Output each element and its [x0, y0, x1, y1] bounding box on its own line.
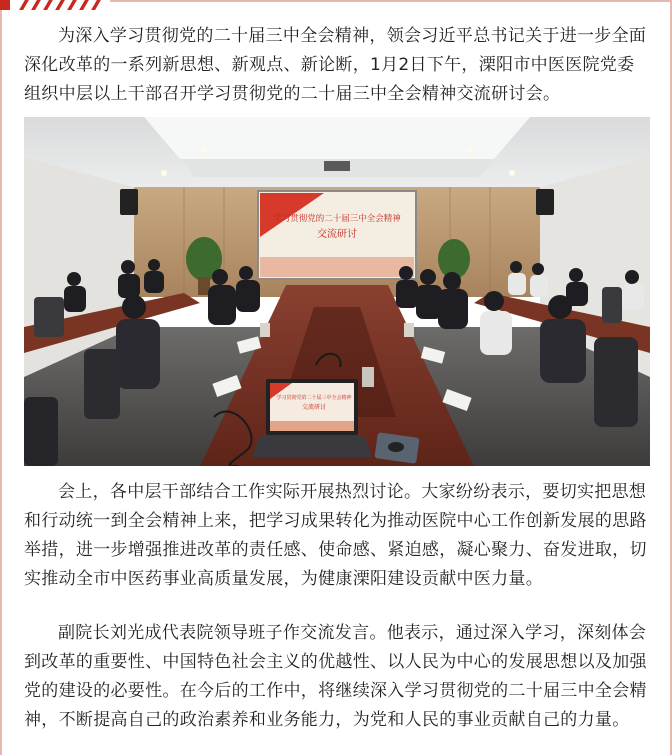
- screen-title-line2: 交流研讨: [317, 229, 357, 240]
- chair-right-front: [594, 337, 638, 427]
- ornament-stripe: [91, 0, 101, 10]
- laptop-title-line2: 交流研讨: [301, 404, 327, 411]
- ornament-stripe: [43, 0, 53, 10]
- ornament-stripe: [19, 0, 29, 10]
- chair-right: [602, 287, 622, 323]
- ornament-block: [0, 0, 10, 10]
- mouse: [388, 442, 404, 452]
- laptop-keyboard: [252, 435, 372, 457]
- screen-skyline: [260, 257, 414, 277]
- ceiling-light-panel: [144, 117, 530, 159]
- screen-title-line1: 学习贯彻党的二十届三中全会精神: [273, 214, 401, 224]
- speaker-left: [120, 189, 138, 215]
- projector: [324, 161, 350, 171]
- top-ornament: [0, 0, 672, 10]
- chair-left-corner: [24, 397, 58, 466]
- water-bottle: [362, 367, 374, 387]
- meeting-photo: [24, 117, 650, 466]
- meeting-room-illustration: [24, 117, 650, 466]
- ornament-stripe: [79, 0, 89, 10]
- ornament-line: [110, 0, 672, 2]
- chair-left-front: [84, 349, 120, 419]
- ornament-stripe: [55, 0, 65, 10]
- article-paragraph-discussion: 会上，各中层干部结合工作实际开展热烈讨论。大家纷纷表示，要切实把思想和行动统一到全会精神上来，把学习成果转化为推动医院中心工作创新发展的思路举措，进一步增强推进改革的责任感、使命感、紧迫感，凝心聚力、奋发进取，切实推动全市中医药事业高质量发展，为健康溧阳建设贡献中医力量。: [24, 482, 647, 589]
- laptop-title-line1: 学习贯彻党的二十届三中全会精神: [276, 395, 352, 401]
- article-paragraph-speech: 副院长刘光成代表院领导班子作交流发言。他表示，通过深入学习，深刻体会到改革的重要性、中国特色社会主义的优越性、以人民为中心的发展思想以及加强党的建设的必要性。在今后的工作中，将继续深入学习贯彻党的二十届三中全会精神，不断提高自己的政治素养和业务能力，为党和人民的事业贡献自己的力量。: [24, 623, 647, 730]
- article-paragraph-intro: 为深入学习贯彻党的二十届三中全会精神，领会习近平总书记关于进一步全面深化改革的一系列新思想、新观点、新论断，1月2日下午，溧阳市中医医院党委组织中层以上干部召开学习贯彻党的二十届三中全会精神交流研讨会。: [24, 26, 647, 104]
- ornament-stripe: [67, 0, 77, 10]
- speaker-right: [536, 189, 554, 215]
- chair-left: [34, 297, 64, 337]
- ornament-stripe: [31, 0, 41, 10]
